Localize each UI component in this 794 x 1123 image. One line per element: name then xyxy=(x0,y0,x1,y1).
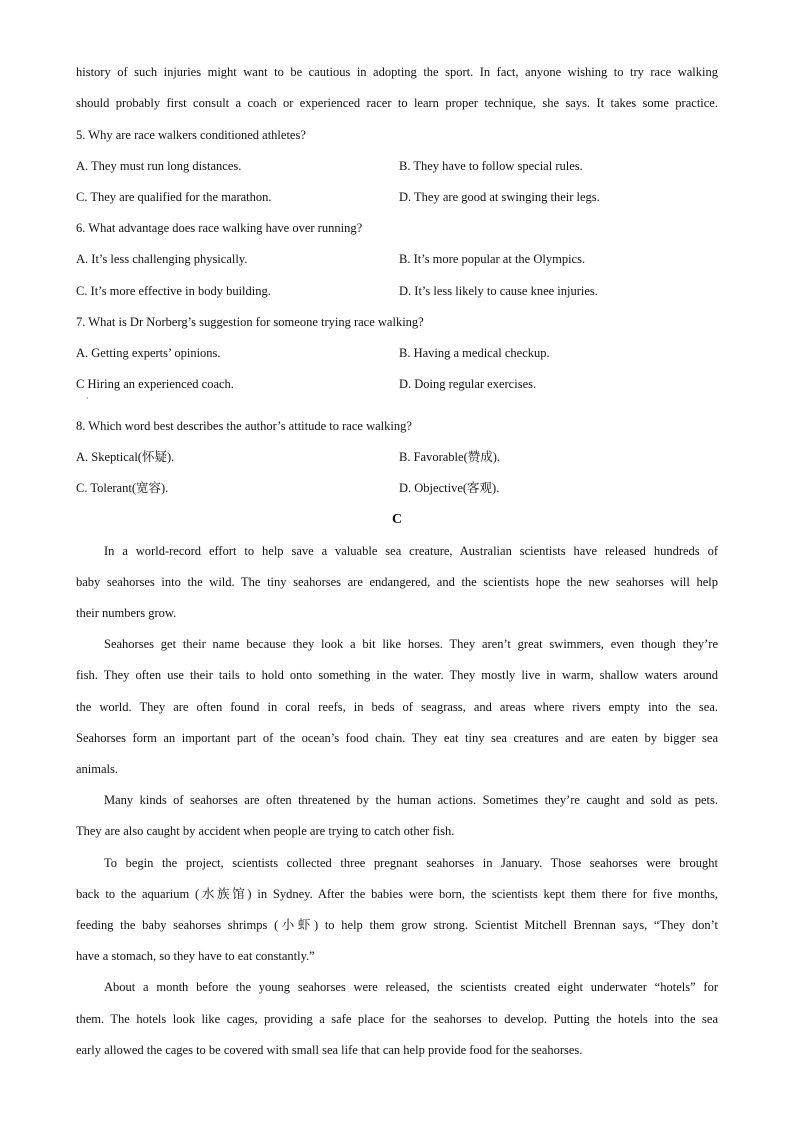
question-8-option-d: D. Objective(客观). xyxy=(399,481,500,495)
question-6-option-d: D. It’s less likely to cause knee injuries. xyxy=(399,284,598,298)
stray-mark: · xyxy=(86,394,89,403)
question-5-option-b: B. They have to follow special rules. xyxy=(399,159,583,173)
question-5-option-d: D. They are good at swinging their legs. xyxy=(399,190,600,204)
question-5-option-a: A. They must run long distances. xyxy=(76,159,242,173)
passage-line: In a world-record effort to help save a valuable sea creature, Australian scientists have released hundreds of xyxy=(104,544,718,558)
question-7-option-b: B. Having a medical checkup. xyxy=(399,346,550,360)
passage-line: them. The hotels look like cages, providing a safe place for the seahorses to develop. Putting the hotels into the sea xyxy=(76,1012,718,1026)
question-8-option-b: B. Favorable(赞成). xyxy=(399,450,501,464)
passage-line: Seahorses form an important part of the ocean’s food chain. They eat tiny sea creatures and are eaten by bigger sea xyxy=(76,731,718,745)
question-5-stem: 5. Why are race walkers conditioned athletes? xyxy=(76,128,306,142)
passage-line: their numbers grow. xyxy=(76,606,177,620)
question-7-option-c: C Hiring an experienced coach. xyxy=(76,377,234,391)
passage-line: back to the aquarium (水族馆) in Sydney. After the babies were born, the scientists kept them there for five months, xyxy=(76,887,718,901)
question-6-stem: 6. What advantage does race walking have over running? xyxy=(76,221,363,235)
question-7-stem: 7. What is Dr Norberg’s suggestion for someone trying race walking? xyxy=(76,315,424,329)
passage-line: Seahorses get their name because they look a bit like horses. They aren’t great swimmers, even though they’re xyxy=(104,637,718,651)
question-8-option-c: C. Tolerant(宽容). xyxy=(76,481,169,495)
passage-line: the world. They are often found in coral reefs, in beds of seagrass, and areas where rivers empty into the sea. xyxy=(76,700,718,714)
passage-line: To begin the project, scientists collected three pregnant seahorses in January. Those seahorses were brought xyxy=(104,856,718,870)
passage-line: fish. They often use their tails to hold onto something in the water. They mostly live in warm, shallow waters around xyxy=(76,668,718,682)
passage-line: Many kinds of seahorses are often threatened by the human actions. Sometimes they’re caught and sold as pets. xyxy=(104,793,718,807)
passage-line: feeding the baby seahorses shrimps (小虾) to help them grow strong. Scientist Mitchell Brennan says, “They don’t xyxy=(76,918,718,932)
passage-line: history of such injuries might want to be cautious in adopting the sport. In fact, anyone wishing to try race walking xyxy=(76,65,718,79)
passage-line: About a month before the young seahorses were released, the scientists created eight underwater “hotels” for xyxy=(104,980,718,994)
passage-line: animals. xyxy=(76,762,119,776)
question-6-option-a: A. It’s less challenging physically. xyxy=(76,252,248,266)
question-7-option-a: A. Getting experts’ opinions. xyxy=(76,346,221,360)
question-8-option-a: A. Skeptical(怀疑). xyxy=(76,450,175,464)
passage-line: baby seahorses into the wild. The tiny seahorses are endangered, and the scientists hope the new seahorses will help xyxy=(76,575,718,589)
passage-line: early allowed the cages to be covered with small sea life that can help provide food for the seahorses. xyxy=(76,1043,583,1057)
section-heading: C xyxy=(391,512,403,527)
question-6-option-c: C. It’s more effective in body building. xyxy=(76,284,271,298)
passage-line: They are also caught by accident when people are trying to catch other fish. xyxy=(76,824,455,838)
question-6-option-b: B. It’s more popular at the Olympics. xyxy=(399,252,586,266)
question-5-option-c: C. They are qualified for the marathon. xyxy=(76,190,272,204)
passage-line: should probably first consult a coach or experienced racer to learn proper technique, she says. It takes some practice. xyxy=(76,96,718,110)
passage-line: have a stomach, so they have to eat constantly.” xyxy=(76,949,315,963)
question-8-stem: 8. Which word best describes the author’s attitude to race walking? xyxy=(76,419,412,433)
question-7-option-d: D. Doing regular exercises. xyxy=(399,377,537,391)
